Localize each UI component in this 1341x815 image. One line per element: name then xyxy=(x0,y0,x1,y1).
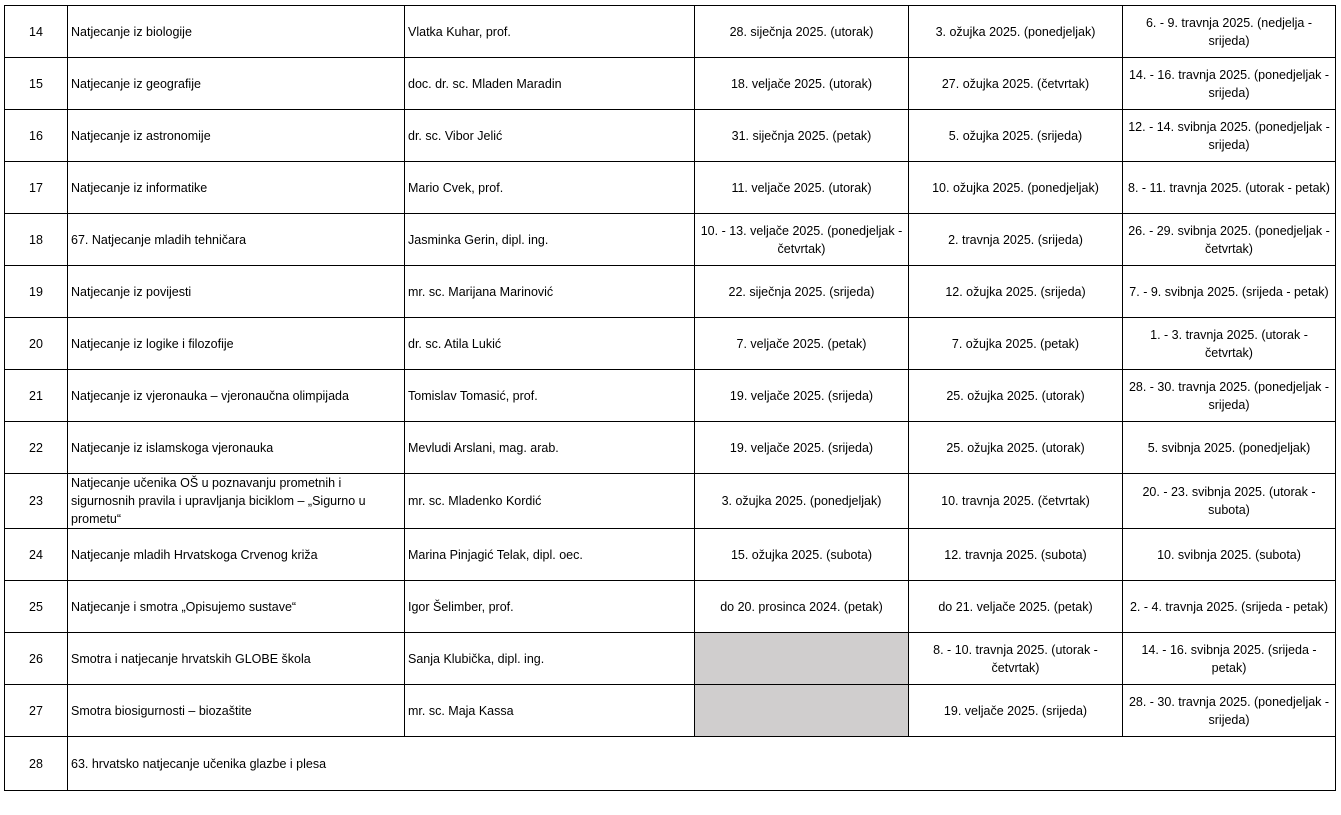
regional-level-date: 10. ožujka 2025. (ponedjeljak) xyxy=(909,162,1123,214)
competition-name: Natjecanje iz islamskoga vjeronauka xyxy=(68,422,405,474)
state-level-date: 5. svibnja 2025. (ponedjeljak) xyxy=(1123,422,1336,474)
table-row xyxy=(5,6,1336,58)
coordinator-name: Mario Cvek, prof. xyxy=(405,162,695,214)
competition-name: 67. Natjecanje mladih tehničara xyxy=(68,214,405,266)
table-row xyxy=(5,633,1336,685)
regional-level-date: 8. - 10. travnja 2025. (utorak - četvrtak) xyxy=(909,633,1123,685)
coordinator-name: mr. sc. Marijana Marinović xyxy=(405,266,695,318)
row-number: 22 xyxy=(5,422,68,474)
competitions-table xyxy=(4,5,1336,791)
school-level-date: 28. siječnja 2025. (utorak) xyxy=(695,6,909,58)
coordinator-name: doc. dr. sc. Mladen Maradin xyxy=(405,58,695,110)
school-level-date: 18. veljače 2025. (utorak) xyxy=(695,58,909,110)
competition-name: Natjecanje iz biologije xyxy=(68,6,405,58)
row-number: 24 xyxy=(5,529,68,581)
row-number: 17 xyxy=(5,162,68,214)
table-row xyxy=(5,474,1336,529)
state-level-date: 26. - 29. svibnja 2025. (ponedjeljak - četvrtak) xyxy=(1123,214,1336,266)
state-level-date: 14. - 16. travnja 2025. (ponedjeljak - srijeda) xyxy=(1123,58,1336,110)
regional-level-date: 2. travnja 2025. (srijeda) xyxy=(909,214,1123,266)
table-row xyxy=(5,370,1336,422)
school-level-date: 3. ožujka 2025. (ponedjeljak) xyxy=(695,474,909,529)
coordinator-name: Mevludi Arslani, mag. arab. xyxy=(405,422,695,474)
regional-level-date: 10. travnja 2025. (četvrtak) xyxy=(909,474,1123,529)
competition-name: Natjecanje iz informatike xyxy=(68,162,405,214)
table-row xyxy=(5,162,1336,214)
row-number: 28 xyxy=(5,737,68,791)
school-level-date: 15. ožujka 2025. (subota) xyxy=(695,529,909,581)
school-level-date: 19. veljače 2025. (srijeda) xyxy=(695,370,909,422)
school-level-date-empty xyxy=(695,633,909,685)
competition-name: Natjecanje iz logike i filozofije xyxy=(68,318,405,370)
coordinator-name: mr. sc. Mladenko Kordić xyxy=(405,474,695,529)
state-level-date: 1. - 3. travnja 2025. (utorak - četvrtak) xyxy=(1123,318,1336,370)
row-number: 16 xyxy=(5,110,68,162)
state-level-date: 10. svibnja 2025. (subota) xyxy=(1123,529,1336,581)
table-row xyxy=(5,58,1336,110)
school-level-date: 19. veljače 2025. (srijeda) xyxy=(695,422,909,474)
coordinator-name: dr. sc. Vibor Jelić xyxy=(405,110,695,162)
competition-name: 63. hrvatsko natjecanje učenika glazbe i plesa xyxy=(68,737,1336,791)
competition-name: Smotra i natjecanje hrvatskih GLOBE škola xyxy=(68,633,405,685)
table-row xyxy=(5,529,1336,581)
table-row xyxy=(5,422,1336,474)
school-level-date: 11. veljače 2025. (utorak) xyxy=(695,162,909,214)
coordinator-name: Tomislav Tomasić, prof. xyxy=(405,370,695,422)
state-level-date: 6. - 9. travnja 2025. (nedjelja - srijeda) xyxy=(1123,6,1336,58)
regional-level-date: 27. ožujka 2025. (četvrtak) xyxy=(909,58,1123,110)
regional-level-date: 25. ožujka 2025. (utorak) xyxy=(909,422,1123,474)
state-level-date: 14. - 16. svibnja 2025. (srijeda - petak) xyxy=(1123,633,1336,685)
competition-name: Natjecanje i smotra „Opisujemo sustave“ xyxy=(68,581,405,633)
school-level-date: 10. - 13. veljače 2025. (ponedjeljak - četvrtak) xyxy=(695,214,909,266)
regional-level-date: 19. veljače 2025. (srijeda) xyxy=(909,685,1123,737)
row-number: 14 xyxy=(5,6,68,58)
table-row xyxy=(5,110,1336,162)
table-row xyxy=(5,737,1336,791)
table-row xyxy=(5,581,1336,633)
regional-level-date: 12. ožujka 2025. (srijeda) xyxy=(909,266,1123,318)
school-level-date-empty xyxy=(695,685,909,737)
regional-level-date: 5. ožujka 2025. (srijeda) xyxy=(909,110,1123,162)
coordinator-name: Marina Pinjagić Telak, dipl. oec. xyxy=(405,529,695,581)
school-level-date: do 20. prosinca 2024. (petak) xyxy=(695,581,909,633)
row-number: 27 xyxy=(5,685,68,737)
table-row xyxy=(5,214,1336,266)
regional-level-date: 12. travnja 2025. (subota) xyxy=(909,529,1123,581)
competition-name: Natjecanje učenika OŠ u poznavanju prometnih i sigurnosnih pravila i upravljanja biciklom – „Sigurno u prometu“ xyxy=(68,474,405,529)
coordinator-name: Igor Šelimber, prof. xyxy=(405,581,695,633)
row-number: 21 xyxy=(5,370,68,422)
table-row xyxy=(5,266,1336,318)
competition-name: Natjecanje iz astronomije xyxy=(68,110,405,162)
regional-level-date: 25. ožujka 2025. (utorak) xyxy=(909,370,1123,422)
regional-level-date: 7. ožujka 2025. (petak) xyxy=(909,318,1123,370)
state-level-date: 12. - 14. svibnja 2025. (ponedjeljak - srijeda) xyxy=(1123,110,1336,162)
state-level-date: 20. - 23. svibnja 2025. (utorak - subota) xyxy=(1123,474,1336,529)
competition-name: Smotra biosigurnosti – biozaštite xyxy=(68,685,405,737)
coordinator-name: dr. sc. Atila Lukić xyxy=(405,318,695,370)
coordinator-name: Vlatka Kuhar, prof. xyxy=(405,6,695,58)
row-number: 15 xyxy=(5,58,68,110)
row-number: 25 xyxy=(5,581,68,633)
state-level-date: 8. - 11. travnja 2025. (utorak - petak) xyxy=(1123,162,1336,214)
coordinator-name: Jasminka Gerin, dipl. ing. xyxy=(405,214,695,266)
state-level-date: 2. - 4. travnja 2025. (srijeda - petak) xyxy=(1123,581,1336,633)
table-row xyxy=(5,318,1336,370)
regional-level-date: do 21. veljače 2025. (petak) xyxy=(909,581,1123,633)
coordinator-name: mr. sc. Maja Kassa xyxy=(405,685,695,737)
state-level-date: 28. - 30. travnja 2025. (ponedjeljak - srijeda) xyxy=(1123,685,1336,737)
table-row xyxy=(5,685,1336,737)
school-level-date: 22. siječnja 2025. (srijeda) xyxy=(695,266,909,318)
row-number: 20 xyxy=(5,318,68,370)
coordinator-name: Sanja Klubička, dipl. ing. xyxy=(405,633,695,685)
competition-name: Natjecanje iz geografije xyxy=(68,58,405,110)
row-number: 23 xyxy=(5,474,68,529)
row-number: 18 xyxy=(5,214,68,266)
competition-name: Natjecanje iz vjeronauka – vjeronaučna olimpijada xyxy=(68,370,405,422)
regional-level-date: 3. ožujka 2025. (ponedjeljak) xyxy=(909,6,1123,58)
competition-name: Natjecanje iz povijesti xyxy=(68,266,405,318)
state-level-date: 7. - 9. svibnja 2025. (srijeda - petak) xyxy=(1123,266,1336,318)
row-number: 26 xyxy=(5,633,68,685)
school-level-date: 31. siječnja 2025. (petak) xyxy=(695,110,909,162)
state-level-date: 28. - 30. travnja 2025. (ponedjeljak - srijeda) xyxy=(1123,370,1336,422)
school-level-date: 7. veljače 2025. (petak) xyxy=(695,318,909,370)
row-number: 19 xyxy=(5,266,68,318)
competition-name: Natjecanje mladih Hrvatskoga Crvenog križa xyxy=(68,529,405,581)
